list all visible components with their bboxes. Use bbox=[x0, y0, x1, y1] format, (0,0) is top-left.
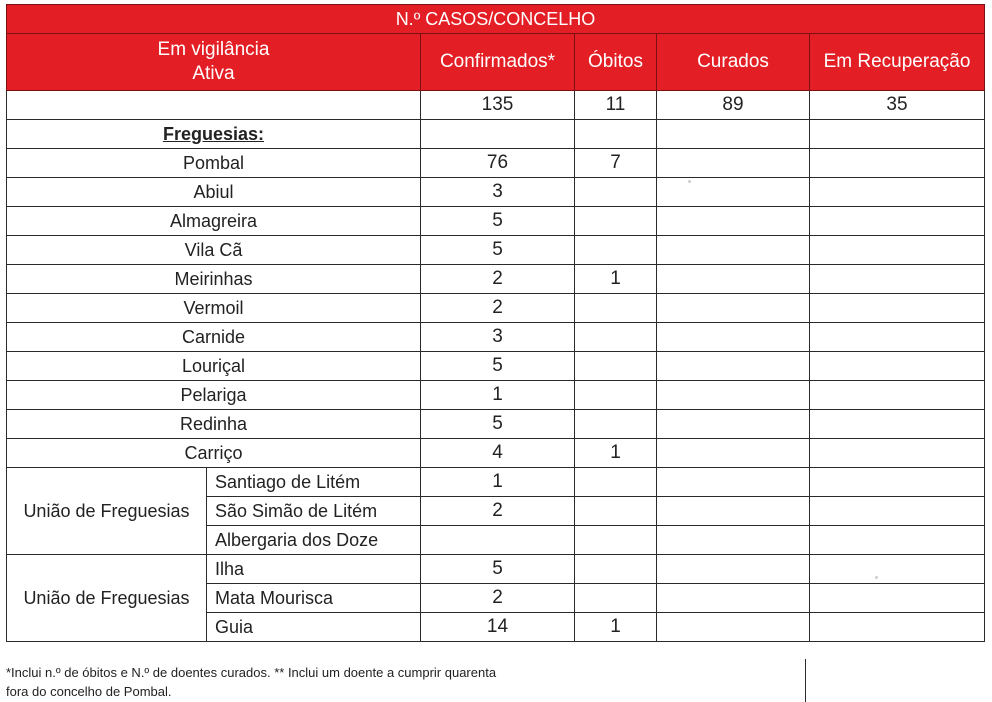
curados-cell bbox=[657, 410, 810, 439]
header-confirmados: Confirmados* bbox=[421, 34, 575, 91]
freguesia-name: Carnide bbox=[7, 323, 421, 352]
footnote-line2: fora do concelho de Pombal. bbox=[6, 684, 172, 699]
curados-cell bbox=[657, 323, 810, 352]
table-row bbox=[7, 381, 985, 410]
table-row bbox=[7, 410, 985, 439]
footnote bbox=[6, 663, 666, 701]
obitos-cell bbox=[575, 207, 657, 236]
header-curados: Curados bbox=[657, 34, 810, 91]
table-row bbox=[7, 149, 985, 178]
union-row bbox=[7, 468, 985, 497]
confirmados-cell: 1 bbox=[421, 381, 575, 410]
freguesia-name: Meirinhas bbox=[7, 265, 421, 294]
obitos-cell bbox=[575, 410, 657, 439]
freguesias-label-cell bbox=[7, 120, 421, 149]
recuperacao-cell bbox=[810, 468, 985, 497]
total-recuperacao: 35 bbox=[810, 91, 985, 120]
confirmados-cell: 76 bbox=[421, 149, 575, 178]
scan-speck bbox=[688, 180, 691, 183]
confirmados-cell: 14 bbox=[421, 613, 575, 642]
freguesias-label: Freguesias: bbox=[162, 124, 265, 144]
totals-row bbox=[7, 91, 985, 120]
confirmados-cell: 2 bbox=[421, 294, 575, 323]
recuperacao-cell bbox=[810, 236, 985, 265]
confirmados-cell: 4 bbox=[421, 439, 575, 468]
recuperacao-cell bbox=[810, 381, 985, 410]
header-obitos: Óbitos bbox=[575, 34, 657, 91]
curados-cell bbox=[657, 265, 810, 294]
freguesia-name: Louriçal bbox=[7, 352, 421, 381]
table-row bbox=[7, 294, 985, 323]
freguesia-name: Pelariga bbox=[7, 381, 421, 410]
obitos-cell bbox=[575, 555, 657, 584]
obitos-cell: 1 bbox=[575, 613, 657, 642]
confirmados-cell: 1 bbox=[421, 468, 575, 497]
table-row bbox=[7, 207, 985, 236]
curados-cell bbox=[657, 468, 810, 497]
table-row bbox=[7, 352, 985, 381]
union-member-name: Santiago de Litém bbox=[207, 468, 421, 497]
curados-cell bbox=[657, 236, 810, 265]
obitos-cell: 1 bbox=[575, 265, 657, 294]
freguesia-name: Redinha bbox=[7, 410, 421, 439]
obitos-cell: 7 bbox=[575, 149, 657, 178]
confirmados-cell: 5 bbox=[421, 410, 575, 439]
confirmados-cell: 5 bbox=[421, 207, 575, 236]
recuperacao-cell bbox=[810, 207, 985, 236]
header-vigilancia-line1: Em vigilância bbox=[157, 39, 270, 60]
curados-cell bbox=[657, 294, 810, 323]
obitos-cell bbox=[575, 236, 657, 265]
recuperacao-cell bbox=[810, 584, 985, 613]
confirmados-cell: 3 bbox=[421, 323, 575, 352]
confirmados-cell: 5 bbox=[421, 555, 575, 584]
obitos-cell bbox=[575, 526, 657, 555]
obitos-cell bbox=[575, 294, 657, 323]
recuperacao-cell bbox=[810, 149, 985, 178]
curados-cell bbox=[657, 439, 810, 468]
header-row bbox=[7, 34, 985, 91]
total-obitos: 11 bbox=[575, 91, 657, 120]
table-row bbox=[7, 323, 985, 352]
recuperacao-cell bbox=[810, 439, 985, 468]
title-row bbox=[7, 5, 985, 34]
obitos-cell bbox=[575, 584, 657, 613]
obitos-cell bbox=[575, 381, 657, 410]
freguesia-name: Abiul bbox=[7, 178, 421, 207]
recuperacao-cell bbox=[810, 265, 985, 294]
union-label: União de Freguesias bbox=[7, 555, 207, 642]
union-member-name: São Simão de Litém bbox=[207, 497, 421, 526]
confirmados-cell: 5 bbox=[421, 236, 575, 265]
table-row bbox=[7, 439, 985, 468]
obitos-cell bbox=[575, 352, 657, 381]
recuperacao-cell bbox=[810, 613, 985, 642]
freguesia-name: Pombal bbox=[7, 149, 421, 178]
table-row bbox=[7, 178, 985, 207]
empty-cell bbox=[657, 120, 810, 149]
total-vigilancia bbox=[7, 91, 421, 120]
confirmados-cell: 2 bbox=[421, 497, 575, 526]
recuperacao-cell bbox=[810, 410, 985, 439]
confirmados-cell: 2 bbox=[421, 265, 575, 294]
freguesia-name: Vermoil bbox=[7, 294, 421, 323]
header-vigilancia bbox=[7, 34, 421, 91]
empty-cell bbox=[810, 120, 985, 149]
recuperacao-cell bbox=[810, 526, 985, 555]
freguesia-name: Almagreira bbox=[7, 207, 421, 236]
empty-cell bbox=[575, 120, 657, 149]
curados-cell bbox=[657, 149, 810, 178]
confirmados-cell: 5 bbox=[421, 352, 575, 381]
table-title: N.º CASOS/CONCELHO bbox=[7, 5, 985, 34]
curados-cell bbox=[657, 497, 810, 526]
recuperacao-cell bbox=[810, 294, 985, 323]
obitos-cell bbox=[575, 468, 657, 497]
curados-cell bbox=[657, 613, 810, 642]
header-vigilancia-line2: Ativa bbox=[192, 63, 235, 84]
curados-cell bbox=[657, 584, 810, 613]
union-member-name: Albergaria dos Doze bbox=[207, 526, 421, 555]
empty-cell bbox=[421, 120, 575, 149]
total-confirmados: 135 bbox=[421, 91, 575, 120]
cases-table bbox=[6, 4, 985, 642]
column-divider-line bbox=[805, 659, 806, 702]
union-member-name: Guia bbox=[207, 613, 421, 642]
union-member-name: Ilha bbox=[207, 555, 421, 584]
scan-speck bbox=[875, 576, 878, 579]
recuperacao-cell bbox=[810, 323, 985, 352]
union-row bbox=[7, 555, 985, 584]
freguesia-name: Carriço bbox=[7, 439, 421, 468]
table-row bbox=[7, 236, 985, 265]
recuperacao-cell bbox=[810, 178, 985, 207]
union-member-name: Mata Mourisca bbox=[207, 584, 421, 613]
curados-cell bbox=[657, 352, 810, 381]
curados-cell bbox=[657, 555, 810, 584]
header-recuperacao: Em Recuperação bbox=[810, 34, 985, 91]
union-label: União de Freguesias bbox=[7, 468, 207, 555]
obitos-cell bbox=[575, 323, 657, 352]
recuperacao-cell bbox=[810, 352, 985, 381]
obitos-cell: 1 bbox=[575, 439, 657, 468]
confirmados-cell bbox=[421, 526, 575, 555]
footnote-line1: *Inclui n.º de óbitos e N.º de doentes curados. ** Inclui um doente a cumprir quarenta bbox=[6, 665, 497, 680]
curados-cell bbox=[657, 178, 810, 207]
confirmados-cell: 2 bbox=[421, 584, 575, 613]
curados-cell bbox=[657, 207, 810, 236]
recuperacao-cell bbox=[810, 555, 985, 584]
curados-cell bbox=[657, 381, 810, 410]
obitos-cell bbox=[575, 497, 657, 526]
confirmados-cell: 3 bbox=[421, 178, 575, 207]
freguesia-name: Vila Cã bbox=[7, 236, 421, 265]
recuperacao-cell bbox=[810, 497, 985, 526]
total-curados: 89 bbox=[657, 91, 810, 120]
curados-cell bbox=[657, 526, 810, 555]
table-row bbox=[7, 265, 985, 294]
obitos-cell bbox=[575, 178, 657, 207]
freguesias-label-row bbox=[7, 120, 985, 149]
